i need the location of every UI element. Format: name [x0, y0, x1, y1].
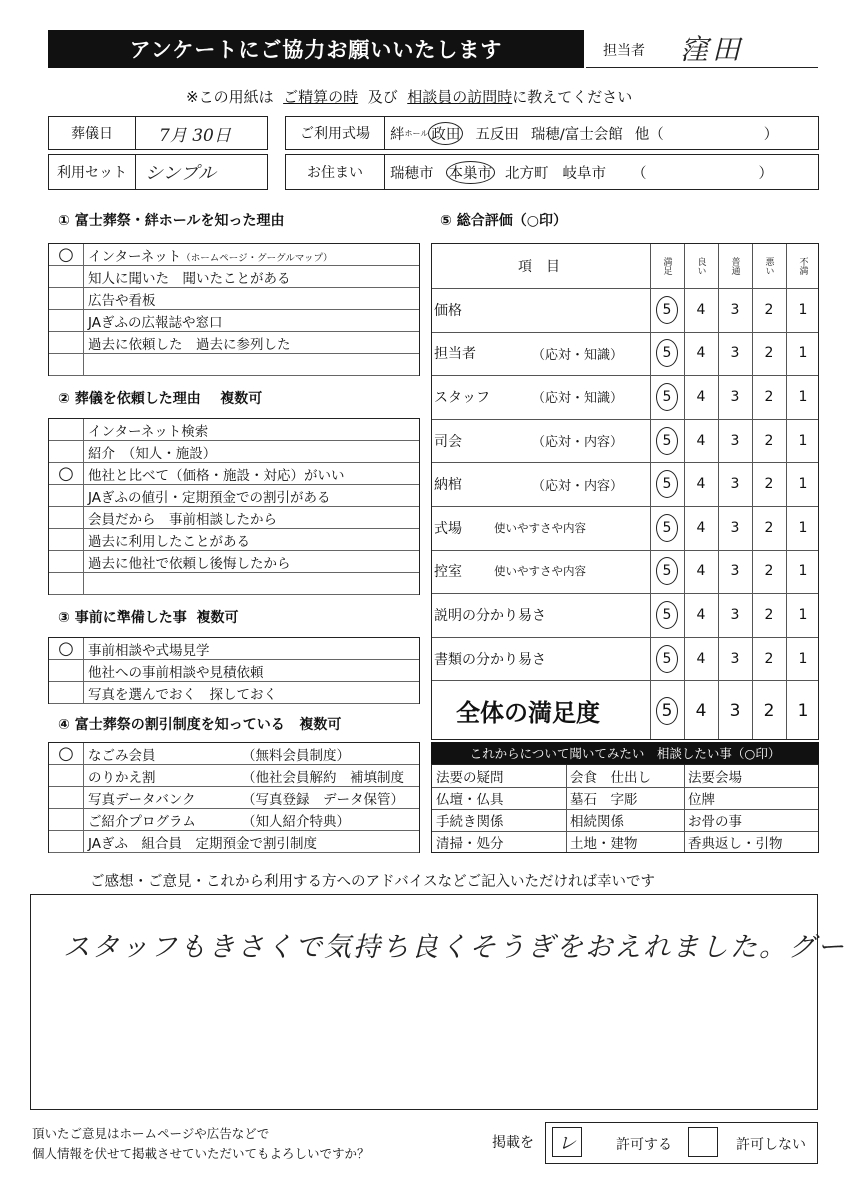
funeral-date-label: 葬儀日	[49, 117, 136, 149]
list-item[interactable]: JAぎふ 組合員 定期預金で割引制度	[49, 831, 419, 853]
page-title: アンケートにご協力お願いいたします	[48, 30, 584, 68]
q1-list	[48, 243, 420, 376]
rating-item-sub: 使いやすさや内容	[494, 564, 586, 579]
col-header: 不満	[797, 257, 808, 275]
rating-item-label: 式場	[434, 520, 462, 537]
selected-circle: 5	[656, 427, 678, 455]
rating-item-sub: （応対・知識）	[532, 391, 624, 407]
rating-score-3[interactable]: 3	[730, 563, 740, 580]
venue-box	[285, 116, 819, 150]
rating-score-2[interactable]: 2	[764, 650, 774, 667]
rating-score-4[interactable]: 4	[696, 563, 706, 580]
list-item[interactable]: 過去に他社で依頼し後悔したから	[49, 551, 419, 573]
rating-row	[432, 550, 818, 595]
rating-score-5[interactable]	[650, 419, 684, 463]
rating-overall	[432, 681, 818, 740]
list-item[interactable]: ○ インターネット（ホームページ・グーグルマップ）	[49, 244, 419, 266]
list-item[interactable]: ○ 他社と比べて（価格・施設・対応）がいい	[49, 463, 419, 485]
selected-circle: 5	[656, 557, 678, 585]
q2-title: ② 葬儀を依頼した理由 複数可	[58, 391, 263, 407]
rating-item-label: 司会	[434, 433, 462, 450]
funeral-date-box	[48, 116, 268, 150]
consent-deny-label: 許可しない	[736, 1137, 806, 1153]
selected-circle: 5	[656, 470, 678, 498]
rating-row	[432, 375, 818, 420]
rating-item-label: 価格	[434, 302, 462, 319]
rating-score-1[interactable]: 1	[798, 606, 808, 623]
rating-table	[431, 243, 819, 740]
rating-score-5[interactable]	[650, 332, 684, 376]
list-item[interactable]: 写真データバンク （写真登録 データ保管）	[49, 787, 419, 809]
q2-list	[48, 418, 420, 595]
rating-score-5[interactable]	[650, 593, 684, 637]
venue-selected: 政田	[428, 122, 463, 145]
rating-score-1[interactable]: 1	[798, 301, 808, 318]
staff-underline	[586, 67, 818, 68]
list-item[interactable]: 紹介 （知人・施設）	[49, 441, 419, 463]
interest-option[interactable]: 清掃・処分	[436, 836, 504, 852]
col-header: 良い	[695, 257, 706, 275]
staff-label: 担当者	[603, 43, 645, 59]
selected-circle: 5	[656, 383, 678, 411]
col-header: 普通	[729, 257, 740, 275]
plan-label: 利用セット	[49, 155, 136, 189]
consent-box	[545, 1122, 818, 1164]
interest-option[interactable]: 相続関係	[570, 814, 624, 830]
selected-circle: 5	[656, 296, 678, 324]
q3-list	[48, 637, 420, 704]
comments-box[interactable]	[30, 894, 846, 1110]
overall-score-5[interactable]: 5	[650, 681, 684, 740]
rating-score-1[interactable]: 1	[798, 345, 808, 362]
rating-item-label: スタッフ	[434, 389, 490, 406]
rating-score-1[interactable]: 1	[798, 388, 808, 405]
selected-circle: 5	[656, 645, 678, 673]
list-item[interactable]: 過去に利用したことがある	[49, 529, 419, 551]
venue-label: ご利用式場	[286, 117, 385, 149]
q4-title: ④ 富士葬祭の割引制度を知っている 複数可	[58, 717, 342, 733]
staff-value[interactable]: 窪田	[680, 33, 745, 66]
rating-score-3[interactable]: 3	[730, 476, 740, 493]
interest-option[interactable]: 位牌	[688, 792, 715, 808]
consent-question: 頂いたご意見はホームページや広告などで 個人情報を伏せて掲載させていただいてもよろしいですか？	[32, 1126, 370, 1161]
rating-score-1[interactable]: 1	[798, 563, 808, 580]
rating-score-3[interactable]: 3	[730, 388, 740, 405]
rating-item-label: 担当者	[434, 346, 476, 363]
interests-table	[431, 764, 819, 853]
q1-title: ① 富士葬祭・絆ホールを知った理由	[58, 213, 285, 229]
rating-item-label: 納棺	[434, 477, 462, 494]
rating-score-3[interactable]: 3	[730, 606, 740, 623]
rating-score-5[interactable]	[650, 506, 684, 550]
interest-option[interactable]: 法要会場	[688, 770, 742, 786]
rating-score-2[interactable]: 2	[764, 519, 774, 536]
rating-score-1[interactable]: 1	[798, 650, 808, 667]
rating-score-3[interactable]: 3	[730, 650, 740, 667]
rating-item-label: 書類の分かり易さ	[434, 651, 546, 668]
rating-score-5[interactable]	[650, 375, 684, 419]
rating-header-item: 項 目	[518, 259, 560, 275]
address-label: お住まい	[286, 155, 385, 189]
rating-row	[432, 288, 818, 333]
rating-item-sub: （応対・内容）	[532, 478, 624, 494]
rating-score-1[interactable]: 1	[798, 432, 808, 449]
interest-option[interactable]: 法要の疑問	[436, 770, 504, 786]
interest-option[interactable]: 会食 仕出し	[570, 770, 651, 786]
q5-title: ⑤ 総合評価（○印）	[440, 213, 567, 229]
rating-item-sub: （応対・内容）	[532, 435, 624, 451]
overall-label: 全体の満足度	[456, 699, 600, 727]
rating-item-label: 説明の分かり易さ	[434, 607, 546, 624]
list-item[interactable]: ○ なごみ会員 （無料会員制度）	[49, 743, 419, 765]
list-item[interactable]: のりかえ割 （他社会員解約 補填制度	[49, 765, 419, 787]
rating-score-2[interactable]: 2	[764, 606, 774, 623]
rating-score-2[interactable]: 2	[764, 476, 774, 493]
interests-title: これからについて聞いてみたい 相談したい事（○印）	[431, 742, 819, 764]
rating-row	[432, 506, 818, 551]
rating-score-3[interactable]: 3	[730, 519, 740, 536]
rating-score-4[interactable]: 4	[696, 650, 706, 667]
overall-score-2[interactable]: 2	[763, 700, 775, 721]
comments-prompt: ご感想・ご意見・これから利用する方へのアドバイスなどご記入いただければ幸いです	[90, 874, 656, 890]
selected-circle: 5	[656, 601, 678, 629]
rating-score-2[interactable]: 2	[764, 345, 774, 362]
list-item[interactable]: 知人に聞いた 聞いたことがある	[49, 266, 419, 288]
list-item[interactable]: 他社への事前相談や見積依頼	[49, 660, 419, 682]
rating-score-1[interactable]: 1	[798, 476, 808, 493]
rating-row	[432, 593, 818, 638]
list-item[interactable]: JAぎふの広報誌や窓口	[49, 310, 419, 332]
rating-score-5[interactable]	[650, 288, 684, 332]
notice: ※この用紙は ご精算の時 及び 相談員の訪問時に教えてください	[186, 88, 633, 106]
list-item[interactable]: ○ 事前相談や式場見学	[49, 638, 419, 660]
rating-score-2[interactable]: 2	[764, 388, 774, 405]
rating-score-4[interactable]: 4	[696, 606, 706, 623]
rating-row	[432, 332, 818, 377]
overall-score-1[interactable]: 1	[797, 700, 809, 721]
selected-circle: 5	[656, 514, 678, 542]
list-item[interactable]: ご紹介プログラム （知人紹介特典）	[49, 809, 419, 831]
interest-option[interactable]: お骨の事	[688, 814, 742, 830]
consent-allow-checkbox[interactable]: レ	[552, 1127, 582, 1157]
venue-options[interactable]: 絆 ホール 政田 五反田 瑞穂/富士会館 他（ ）	[390, 117, 778, 149]
list-item[interactable]: インターネット検索	[49, 419, 419, 441]
overall-score-4[interactable]: 4	[695, 700, 707, 721]
list-item[interactable]: JAぎふの値引・定期預金での割引がある	[49, 485, 419, 507]
rating-header	[432, 244, 818, 289]
rating-row	[432, 462, 818, 507]
rating-score-3[interactable]: 3	[730, 301, 740, 318]
rating-score-2[interactable]: 2	[764, 301, 774, 318]
interest-option[interactable]: 仏壇・仏具	[436, 792, 504, 808]
rating-score-5[interactable]	[650, 637, 684, 681]
consent-allow-label: 許可する	[616, 1137, 672, 1153]
rating-score-5[interactable]	[650, 462, 684, 506]
rating-item-sub: 使いやすさや内容	[494, 520, 586, 535]
list-item[interactable]: 会員だから 事前相談したから	[49, 507, 419, 529]
address-selected: 本巣市	[446, 161, 496, 184]
comments-text[interactable]: スタッフもきさくで気持ち良くそうぎをおえれました。グー	[63, 932, 846, 963]
consent-label: 掲載を	[492, 1135, 534, 1151]
rating-score-2[interactable]: 2	[764, 563, 774, 580]
list-item[interactable]	[49, 573, 419, 595]
rating-score-5[interactable]	[650, 550, 684, 594]
list-item[interactable]: 広告や看板	[49, 288, 419, 310]
address-options[interactable]: 瑞穂市 本巣市 北方町 岐阜市 （ ）	[390, 155, 773, 189]
rating-score-1[interactable]: 1	[798, 519, 808, 536]
list-item[interactable]	[49, 354, 419, 376]
q3-title: ③ 事前に準備した事 複数可	[58, 610, 239, 626]
rating-row	[432, 419, 818, 464]
overall-score-3[interactable]: 3	[729, 700, 741, 721]
rating-item-sub: （応対・知識）	[532, 347, 624, 363]
rating-row	[432, 637, 818, 682]
q4-list	[48, 742, 420, 853]
rating-score-4[interactable]: 4	[696, 301, 706, 318]
rating-score-3[interactable]: 3	[730, 432, 740, 449]
consent-deny-checkbox[interactable]	[688, 1127, 718, 1157]
rating-score-4[interactable]: 4	[696, 519, 706, 536]
plan-box	[48, 154, 268, 190]
col-header: 悪い	[763, 257, 774, 275]
rating-score-4[interactable]: 4	[696, 388, 706, 405]
interest-option[interactable]: 香典返し・引物	[688, 836, 783, 852]
interest-option[interactable]: 墓石 字彫	[570, 792, 638, 808]
rating-score-4[interactable]: 4	[696, 432, 706, 449]
rating-score-4[interactable]: 4	[696, 476, 706, 493]
interest-option[interactable]: 手続き関係	[436, 814, 504, 830]
list-item[interactable]: 過去に依頼した 過去に参列した	[49, 332, 419, 354]
rating-score-4[interactable]: 4	[696, 345, 706, 362]
plan-value[interactable]: シンプル	[145, 163, 216, 184]
interest-option[interactable]: 土地・建物	[570, 836, 638, 852]
rating-score-2[interactable]: 2	[764, 432, 774, 449]
col-header: 満足	[661, 257, 672, 275]
address-box	[285, 154, 819, 190]
rating-score-3[interactable]: 3	[730, 345, 740, 362]
list-item[interactable]: 写真を選んでおく 探しておく	[49, 682, 419, 704]
selected-circle: 5	[656, 339, 678, 367]
rating-item-label: 控室	[434, 564, 462, 581]
funeral-date-value[interactable]: 7月 30日	[159, 125, 231, 146]
